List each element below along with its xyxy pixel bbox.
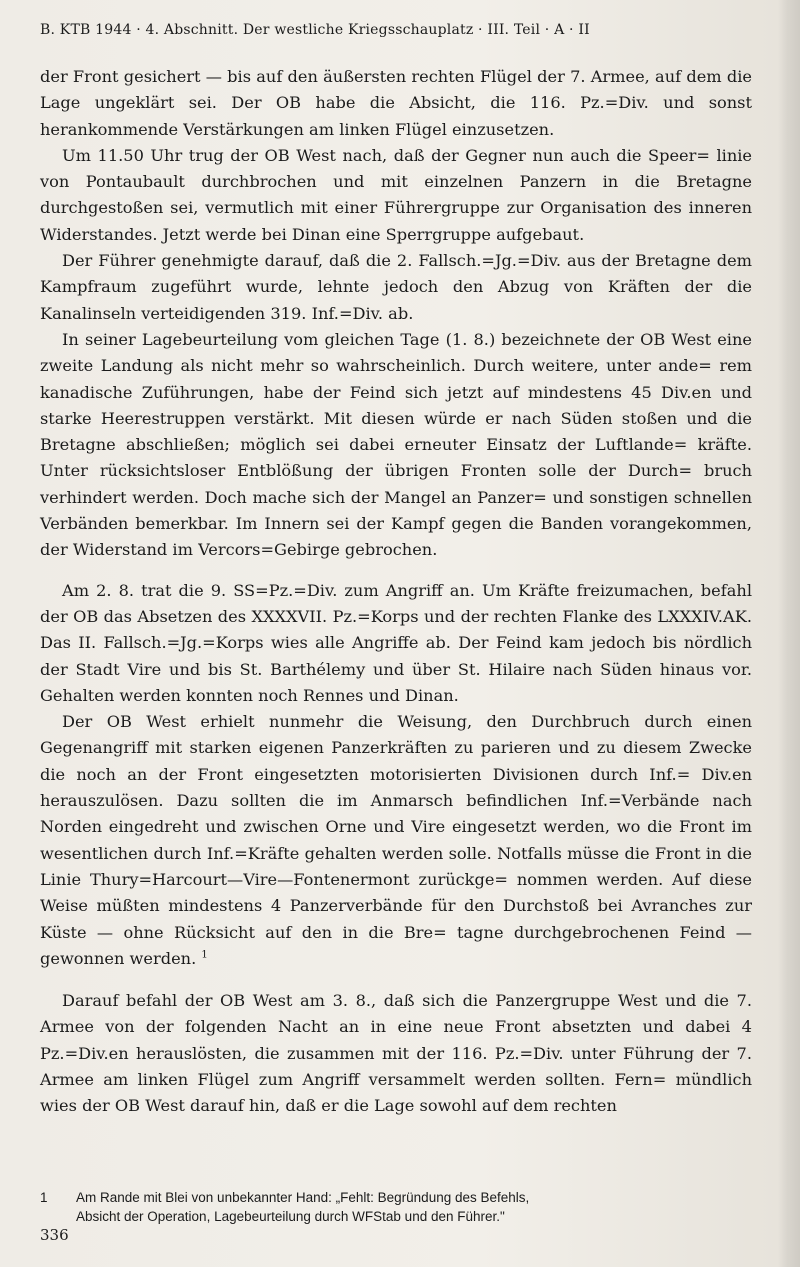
page-number: 336 <box>40 1226 69 1244</box>
paragraph-7: Darauf befahl der OB West am 3. 8., daß sich die Panzergruppe West und die 7. Armee von der folgenden Nacht an in eine neue Front absetzten und dabei 4 Pz.=Div.en herauslösten, die zusammen mit der 116. Pz.=Div. unter Führung der 7. Armee am linken Flügel zum Angriff versammelt werden sollten. Fern= mündlich wies der OB West darauf hin, daß er die Lage sowohl auf dem rechten <box>40 991 752 1116</box>
footnote-text-1: Am Rande mit Blei von unbekannter Hand: „Fehlt: Begründung des Befehls, <box>76 1190 530 1205</box>
running-head: B. KTB 1944 · 4. Abschnitt. Der westliche Kriegsschauplatz · III. Teil · A · II <box>40 22 590 38</box>
footnote-text-2: Absicht der Operation, Lagebeurteilung durch WFStab und den Führer." <box>76 1209 505 1224</box>
paragraph-3: Der Führer genehmigte darauf, daß die 2. Fallsch.=Jg.=Div. aus der Bretagne dem Kampfraum zugeführt wurde, lehnte jedoch den Abzug von Kräften der die Kanalinseln verteidigenden 319. Inf.=Div. ab. <box>40 251 752 323</box>
footnote <box>40 1188 752 1226</box>
paragraph-4: In seiner Lagebeurteilung vom gleichen Tage (1. 8.) bezeichnete der OB West eine zweite Landung als nicht mehr so wahrscheinlich. Durch weitere, unter ande= rem kanadische Zuführungen, habe der Feind sich jetzt auf mindestens 45 Div.en und starke Heerestruppen verstärkt. Mit diesen würde er nach Süden stoßen und die Bretagne abschließen; möglich sei dabei erneuter Einsatz der Luftlande= kräfte. Unter rücksichtsloser Entblößung der übrigen Fronten solle der Durch= bruch verhindert werden. Doch mache sich der Mangel an Panzer= und sonstigen schnellen Verbänden bemerkbar. Im Innern sei der Kampf gegen die Banden vorangekommen, der Widerstand im Vercors=Gebirge gebrochen. <box>40 329 752 560</box>
paragraph-2: Um 11.50 Uhr trug der OB West nach, daß der Gegner nun auch die Speer= linie von Pontaubault durchbrochen und mit einzelnen Panzern in die Bretagne durchgestoßen sei, vermutlich mit einer Führergruppe zur Organisation des inneren Widerstandes. Jetzt werde bei Dinan eine Sperrgruppe aufgebaut. <box>40 145 752 244</box>
footnote-marker: 1 <box>40 1190 48 1205</box>
paragraph-6 <box>40 709 752 972</box>
paragraph-6-text: Der OB West erhielt nunmehr die Weisung, den Durchbruch durch einen Gegenangriff mit starken eigenen Panzerkräften zu parieren und zu diesem Zwecke die noch an der Front eingesetzten motorisierten Divisionen durch Inf.= Div.en herauszulösen. Dazu sollten die im Anmarsch befindlichen Inf.=Verbände nach Norden eingedreht und zwischen Orne und Vire eingesetzt werden, wo die Front im wesentlichen durch Inf.=Kräfte gehalten werden solle. Notfalls müsse die Front in die Linie Thury=Harcourt—Vire—Fontenermont zurückge= nommen werden. Auf diese Weise müßten mindestens 4 Panzerverbände für den Durchstoß bei Avranches zur Küste — ohne Rücksicht auf den in die Bre= tagne durchgebrochenen Feind — gewonnen werden. <box>40 712 752 968</box>
paragraph-5: Am 2. 8. trat die 9. SS=Pz.=Div. zum Angriff an. Um Kräfte freizumachen, befahl der OB das Absetzen des XXXXVII. Pz.=Korps und der rechten Flanke des LXXXIV.AK. Das II. Fallsch.=Jg.=Korps wies alle Angriffe ab. Der Feind kam jedoch bis nördlich der Stadt Vire und bis St. Barthélemy und über St. Hilaire nach Süden hinaus vor. Gehalten werden konnten noch Rennes und Dinan. <box>40 580 752 705</box>
footnote-line-1 <box>40 1188 752 1207</box>
footnote-reference: 1 <box>201 949 208 961</box>
page-fold-shadow <box>778 0 800 1267</box>
paragraph-1: der Front gesichert — bis auf den äußersten rechten Flügel der 7. Armee, auf dem die Lage ungeklärt sei. Der OB habe die Absicht, die 116. Pz.=Div. und sonst herankommende Verstärkungen am linken Flügel einzusetzen. <box>40 67 752 139</box>
body-text <box>40 64 752 1120</box>
